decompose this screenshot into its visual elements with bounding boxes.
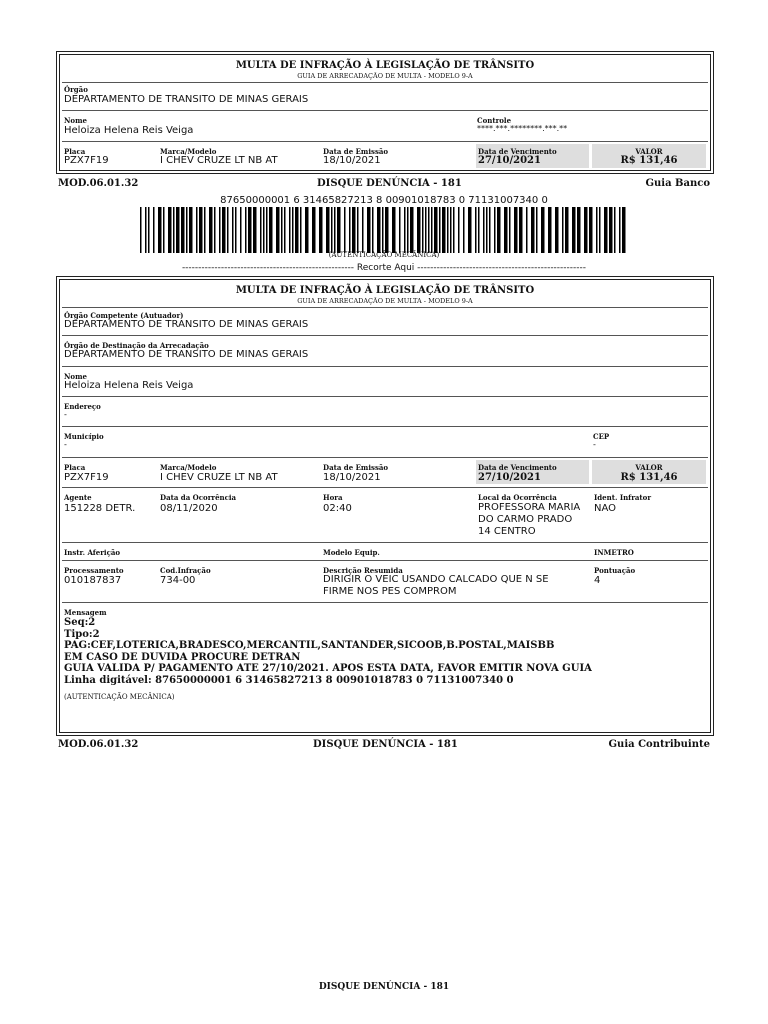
valor-label: VALOR — [635, 147, 663, 156]
placa-label-2: Placa — [64, 463, 86, 472]
mensagem-line: GUIA VALIDA P/ PAGAMENTO ATE 27/10/2021. APOS ESTA DATA, FAVOR EMITIR NOVA GUIA — [64, 663, 592, 674]
local-value: PROFESSORA MARIA DO CARMO PRADO 14 CENTRO — [478, 502, 581, 537]
ident-infrator-value: NAO — [594, 503, 617, 514]
guia-contribuinte-label: Guia Contribuinte — [608, 739, 710, 750]
orgao-competente-label: Órgão Competente (Autuador) — [64, 311, 184, 320]
mensagem-line: Linha digitável: 87650000001 6 31465827213 8 00901018783 0 71131007340 0 — [64, 674, 514, 686]
barcode-image — [140, 207, 628, 253]
processamento-value: 010187837 — [64, 575, 122, 586]
marca-value: I CHEV CRUZE LT NB AT — [160, 155, 278, 166]
emissao-label: Data de Emissão — [323, 147, 389, 156]
guia-contribuinte-frame — [56, 276, 714, 736]
processamento-label: Processamento — [64, 566, 124, 575]
placa-value-2: PZX7F19 — [64, 472, 109, 483]
orgao-value: DEPARTAMENTO DE TRANSITO DE MINAS GERAIS — [64, 94, 309, 105]
guia-banco-label: Guia Banco — [645, 178, 710, 189]
marca-label-2: Marca/Modelo — [160, 463, 217, 472]
nome-label-2: Nome — [64, 372, 87, 381]
mod-code-bottom: MOD.06.01.32 — [58, 739, 139, 750]
emissao-value: 18/10/2021 — [323, 155, 381, 166]
municipio-label: Município — [64, 432, 104, 441]
marca-label: Marca/Modelo — [160, 147, 217, 156]
mensagem-line: Seq:2 — [64, 617, 96, 628]
vencimento-label: Data de Vencimento — [478, 147, 557, 156]
valor-label-2: VALOR — [635, 463, 663, 472]
disque-page-footer: DISQUE DENÚNCIA - 181 — [318, 982, 450, 992]
descricao-label: Descrição Resumida — [323, 566, 403, 575]
orgao-destinacao-value: DEPARTAMENTO DE TRANSITO DE MINAS GERAIS — [64, 349, 309, 360]
doc-subtitle: GUIA DE ARRECADAÇÃO DE MULTA - MODELO 9-A — [297, 72, 473, 80]
vencimento-value-2: 27/10/2021 — [478, 472, 541, 483]
nome-value: Heloiza Helena Reis Veiga — [64, 125, 194, 136]
agente-label: Agente — [64, 493, 92, 502]
nome-label: Nome — [64, 116, 87, 125]
orgao-competente-value: DEPARTAMENTO DE TRANSITO DE MINAS GERAIS — [64, 319, 309, 330]
emissao-label-2: Data de Emissão — [323, 463, 389, 472]
orgao-label: Órgão — [64, 85, 88, 94]
pontuacao-label: Pontuação — [594, 566, 636, 575]
mod-code-top: MOD.06.01.32 — [58, 178, 139, 189]
placa-value: PZX7F19 — [64, 155, 109, 166]
modelo-equip-label: Modelo Equip. — [323, 548, 380, 557]
valor-value: R$ 131,46 — [620, 155, 678, 166]
valor-value-2: R$ 131,46 — [620, 472, 678, 483]
controle-label: Controle — [477, 116, 512, 125]
mensagem-line: EM CASO DE DUVIDA PROCURE DETRAN — [64, 651, 301, 663]
doc-subtitle-2: GUIA DE ARRECADAÇÃO DE MULTA - MODELO 9-A — [297, 297, 473, 305]
disque-top: DISQUE DENÚNCIA - 181 — [317, 178, 462, 189]
barcode-digitable-line: 87650000001 6 31465827213 8 00901018783 0 71131007340 0 — [220, 195, 548, 206]
pontuacao-value: 4 — [594, 575, 601, 586]
local-label: Local da Ocorrência — [478, 493, 557, 502]
vencimento-label-2: Data de Vencimento — [478, 463, 557, 472]
orgao-destinacao-label: Órgão de Destinação da Arrecadação — [64, 341, 209, 350]
ident-infrator-label: Ident. Infrator — [594, 493, 652, 502]
instr-afericao-label: Instr. Aferição — [64, 548, 121, 557]
recorte-aqui-line: ----------------------------------------------------- Recorte Aqui ---------------------------------------------------- — [181, 263, 587, 273]
endereco-label: Endereço — [64, 402, 101, 411]
controle-value: ****.***.********.***.** — [477, 124, 568, 133]
doc-title: MULTA DE INFRAÇÃO À LEGISLAÇÃO DE TRÂNSITO — [235, 60, 535, 71]
cep-value: - — [593, 440, 596, 449]
nome-value-2: Heloiza Helena Reis Veiga — [64, 380, 194, 391]
data-ocorrencia-label: Data da Ocorrência — [160, 493, 237, 502]
autenticacao-top: (AUTENTICAÇÃO MECÂNICA) — [328, 251, 440, 259]
disque-bottom: DISQUE DENÚNCIA - 181 — [313, 739, 458, 750]
endereco-value: - — [64, 410, 67, 419]
emissao-value-2: 18/10/2021 — [323, 472, 381, 483]
vencimento-value: 27/10/2021 — [478, 155, 541, 166]
mensagem-block — [64, 617, 592, 686]
mensagem-label: Mensagem — [64, 608, 107, 617]
cod-infracao-label: Cod.Infração — [160, 566, 211, 575]
hora-label: Hora — [323, 493, 343, 502]
autenticacao-bottom: (AUTENTICAÇÃO MECÂNICA) — [64, 693, 175, 701]
agente-value: 151228 DETR. — [64, 503, 136, 514]
placa-label: Placa — [64, 147, 86, 156]
hora-value: 02:40 — [323, 503, 352, 514]
cep-label: CEP — [593, 432, 610, 441]
mensagem-line: Tipo:2 — [64, 628, 100, 640]
municipio-value: - — [64, 440, 67, 449]
descricao-value: DIRIGIR O VEIC USANDO CALCADO QUE N SE FIRME NOS PES COMPROM — [323, 574, 549, 597]
mensagem-line: PAG:CEF,LOTERICA,BRADESCO,MERCANTIL,SANTANDER,SICOOB,B.POSTAL,MAISBB — [64, 640, 555, 651]
marca-value-2: I CHEV CRUZE LT NB AT — [160, 472, 278, 483]
inmetro-label: INMETRO — [594, 548, 634, 557]
data-ocorrencia-value: 08/11/2020 — [160, 503, 218, 514]
doc-title-2: MULTA DE INFRAÇÃO À LEGISLAÇÃO DE TRÂNSITO — [235, 285, 535, 296]
cod-infracao-value: 734-00 — [160, 575, 196, 586]
guia-banco-frame — [56, 51, 714, 174]
